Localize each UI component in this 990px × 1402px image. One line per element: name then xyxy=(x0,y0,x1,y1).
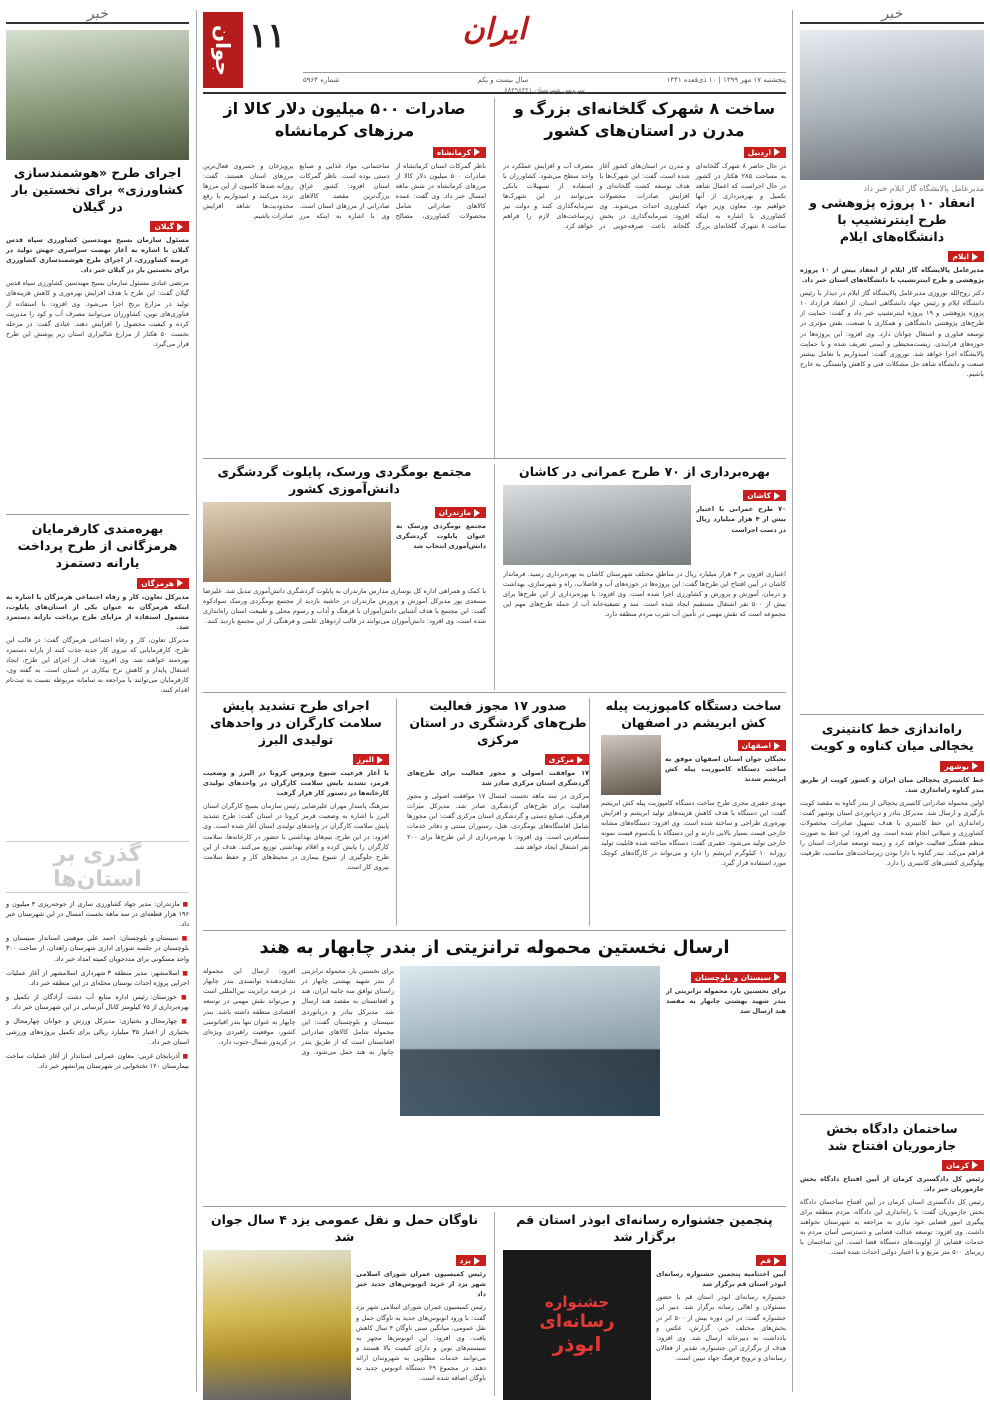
brief-item: ■ آذربایجان غربی: معاون عمرانی استاندار از آغاز عملیات ساخت بیمارستان ۱۲۰ تختخوابی در شهرستان پیرانشهر خبر داد. xyxy=(6,1051,189,1071)
location-badge: اردبیل xyxy=(744,147,786,158)
page-number: ۱۱ xyxy=(249,16,286,56)
headline: اجرای طرح تشدید پایش سلامت کارگران در واحدهای تولیدی البرز xyxy=(210,698,382,747)
article-body: مرکزی در سه ماهه نخست امسال ۱۷ موافقت اصولی و مجوز فعالیت برای طرح‌های گردشگری صادر شد. مدیرکل میراث فرهنگی، صنایع دستی و گردشگری استان مرکزی گفت: این مجوزها شامل اقامتگاه‌های بومگردی، هتل، رستوران سنتی و دفاتر خدمات مسافرتی است. وی افزود: با بهره‌برداری از این طرح‌ها برای ۲۰۰ نفر اشتغال ایجاد خواهد شد. xyxy=(407,792,589,851)
article-body: اولین محموله صادراتی کانتینری یخچالی از بندر گناوه به مقصد کویت بارگیری و ارسال شد. مدیرکل بنادر و دریانوردی استان بوشهر گفت: راه‌اندازی این خط کانتینری با هدف تسهیل صادرات محصولات کشاورزی و شیلاتی انجام شده است. وی افزود: این خط به صورت منظم هفتگی فعالیت خواهد کرد و زمینه توسعه صادرات استان را فراهم می‌کند. بندر گناوه با دارا بودن زیرساخت‌های مناسب، ظرفیت پهلوگیری کشتی‌های کانتینری را دارد. xyxy=(800,798,984,867)
location-icon xyxy=(577,756,583,764)
story-alborz xyxy=(203,698,389,926)
brief-item: ■ سیستان و بلوچستان: احمد علی موهبتی استاندار سیستان و بلوچستان در جلسه شورای اداری شهرستان زاهدان، از ساخت ۳۰۰ واحد مسکونی برای مددجویان کمیته امداد خبر داد. xyxy=(6,933,189,963)
location-badge: ایلام xyxy=(948,251,984,262)
story-kermanshah xyxy=(203,98,486,458)
lead: مدیرعامل پالایشگاه گاز ایلام از انعقاد بیش از ۱۰ پروژه پژوهشی و طرح اینترنشیپ با دانشگاه‌های استان خبر داد. xyxy=(800,266,984,285)
headline: اجرای طرح «هوشمندسازی کشاورزی» برای نخستین بار در گیلان xyxy=(11,165,184,214)
lead: رئیس کل دادگستری کرمان از آیین افتتاح دادگاه بخش جازموریان خبر داد. xyxy=(800,1174,984,1193)
headline: ساخت دستگاه کامپوزیت پیله کش ابریشم در اصفهان xyxy=(605,698,782,730)
poster-line: جشنواره xyxy=(544,1293,610,1312)
story-chabahar xyxy=(203,936,786,1204)
article-body: رئیس کمیسیون عمران شورای اسلامی شهر یزد گفت: با ورود اتوبوس‌های جدید به ناوگان حمل و نقل عمومی، میانگین سنی ناوگان ۴ سال کاهش یافت. وی افزود: این اتوبوس‌ها مجهز به سیستم‌های نوین و دارای کیفیت بالا هستند و می‌توانند خدمات مطلوبی به شهروندان ارائه دهند. در مجموع ۲۹ دستگاه اتوبوس جدید به ناوگان اضافه شده است. xyxy=(356,1303,486,1382)
headline: ارسال نخستین محموله ترانزیتی از بندر چابهار به هند xyxy=(259,937,730,958)
location-icon xyxy=(474,148,480,156)
buses-photo xyxy=(203,1250,351,1400)
date: پنجشنبه ۱۷ مهر ۱۳۹۹ | ۱۰ ذی‌قعده ۱۴۴۱ xyxy=(666,76,786,84)
location-icon xyxy=(972,253,978,261)
column-rule xyxy=(494,1212,495,1396)
location-icon xyxy=(474,509,480,517)
article-body: با کمک و همراهی اداره کل نوسازی مدارس مازندران به پایلوت گردشگری دانش‌آموزی تبدیل شد. علیرضا مسعدی پور مدیرکل آموزش و پرورش مازندران در حاشیه بازدید از مجتمع بومگردی ورسک سوادکوه گفت: این مجتمع با هدف آشنایی دانش‌آموزان با فرهنگ و آداب و رسوم محلی و طبیعت استان راه‌اندازی شده است. وی افزود: دانش‌آموزان می‌توانند در قالب اردوهای علمی و فرهنگی از این مجتمع بازدید کنند. xyxy=(203,586,486,625)
page-name: ایران xyxy=(462,12,527,47)
location-icon xyxy=(474,1257,480,1265)
article-body: جشنواره رسانه‌ای ابوذر استان قم با حضور مسئولان و اهالی رسانه برگزار شد. دبیر این جشنواره گفت: در این دوره بیش از ۵۰۰ اثر در بخش‌های مختلف خبر، گزارش، عکس و یادداشت به دبیرخانه ارسال شد. وی افزود: هدف از برگزاری این جشنواره، تقدیر از فعالان رسانه‌ای و ترویج فرهنگ جهاد تبیین است. xyxy=(656,1293,786,1362)
location-icon xyxy=(774,742,780,750)
headline: انعقاد ۱۰ پروژه پژوهشی و طرح اینترنشیپ با دانشگاه‌های ایلام xyxy=(809,195,975,244)
column-rule xyxy=(494,464,495,690)
location-badge: مازندران xyxy=(435,507,486,518)
article-body: مهدی حقیری مجری طرح ساخت دستگاه کامپوزیت پیله کش ابریشم گفت: این دستگاه با هدف کاهش هزینه‌های تولید ابریشم و افزایش بهره‌وری طراحی و ساخته شده است. وی افزود: دستگاه‌های مشابه خارجی قیمت بسیار بالایی دارند و این دستگاه با یک‌سوم قیمت نمونه خارجی تولید می‌شود. حقیری گفت: دستگاه ساخته شده قابلیت تولید روزانه ۱۰ کیلوگرم ابریشم را دارد و می‌تواند در کارگاه‌های کوچک مورد استفاده قرار گیرد. xyxy=(601,798,786,868)
divider xyxy=(203,1206,786,1207)
article-body: دکتر روح‌الله نوروزی مدیرعامل پالایشگاه گاز ایلام در دیدار با رئیس دانشگاه ایلام و رئیس جهاد دانشگاهی استان، از انعقاد قرارداد ۱۰ پروژه پژوهشی و ۱۹ پروژه اینترنشیپ خبر داد و گفت: حمایت از طرح‌های پژوهشی دانشگاهی و همکاری با صنعت، نقش مؤثری در توسعه فناوری و اشتغال جوانان دارد. وی افزود: این پروژه‌ها در حوزه‌های فرایندی، زیست‌محیطی و ایمنی تعریف شده و با حمایت پالایشگاه اجرا خواهد شد. نوروزی گفت: امیدواریم با تعامل بیشتر صنعت و دانشگاه شاهد حل مشکلات فنی و کاهش وابستگی به خارج باشیم. xyxy=(800,289,984,378)
story-markazi xyxy=(407,698,589,926)
location-icon xyxy=(177,579,183,587)
article-body: مدیرکل تعاون، کار و رفاه اجتماعی هرمزگان گفت: در قالب این طرح، کارفرمایانی که نیروی کار جدید جذب کنند از یارانه دستمزد بهره‌مند خواهند شد. وی افزود: هدف از اجرای این طرح، ایجاد اشتغال پایدار و کاهش نرخ بیکاری در استان است. به گفته وی، کارفرمایان می‌توانند با مراجعه به سامانه مربوطه نسبت به ثبت‌نام اقدام کنند. xyxy=(6,635,189,695)
location-badge: کرمان xyxy=(942,1160,984,1171)
headline: راه‌اندازی خط کانتینری یخچالی میان کناوه و کویت xyxy=(810,721,974,754)
dam-photo xyxy=(503,485,691,565)
location-badge: گیلان xyxy=(150,221,189,232)
location-badge: کاشان xyxy=(743,490,786,501)
kicker: نخبگان جوان استان اصفهان موفق به ساخت دستگاه کامپوزیت پیله کش ابریشم شدند xyxy=(665,755,786,784)
story-greenhouse xyxy=(503,98,786,458)
divider xyxy=(203,692,786,693)
kicker: برای نخستین بار، محموله ترانزیتی از بندر شهید بهشتی چابهار به مقصد هند ارسال شد xyxy=(666,986,786,1015)
kicker: مدیرعامل پالایشگاه گاز ایلام خبر داد xyxy=(863,184,984,193)
section-tag: خبر xyxy=(800,6,984,24)
newspaper-logo: جوان xyxy=(203,12,243,88)
kicker: ۱۷ موافقت اصولی و مجوز فعالیت برای طرح‌های گردشگری استان مرکزی صادر شد xyxy=(407,769,589,788)
location-badge: سیستان و بلوچستان xyxy=(691,972,786,983)
location-badge: بوشهر xyxy=(940,761,984,772)
location-icon xyxy=(774,1257,780,1265)
headline: صدور ۱۷ مجوز فعالیت طرح‌های گردشگری در استان مرکزی xyxy=(409,698,587,747)
column-rule xyxy=(792,10,793,1392)
location-icon xyxy=(377,756,383,764)
article-body: اعتباری افزون بر ۴ هزار میلیارد ریال در مناطق مختلف شهرستان کاشان به بهره‌برداری رسید. فرماندار کاشان در آیین افتتاح این طرح‌ها گفت: این پروژه‌ها در حوزه‌های آب و فاضلاب، راه و شهرسازی، بهداشت و درمان، آموزش و پرورش و کشاورزی اجرا شده است. وی افزود: با بهره‌برداری از این طرح‌ها برای بیش از ۵۰۰ نفر اشتغال مستقیم ایجاد شده است. سد و تصفیه‌خانه آب از جمله طرح‌های مهم این مجموعه است که نقش مهمی در تأمین آب شرب مردم منطقه دارد. xyxy=(503,569,786,619)
farm-photo xyxy=(6,30,189,160)
briefs-list xyxy=(6,899,189,1071)
lead: مدیرکل تعاون، کار و رفاه اجتماعی هرمزگان با اشاره به اینکه هرمزگان به عنوان یکی از استان‌های پایلوت، مشمول استفاده از مزایای طرح پرداخت یارانه دستمزد شد. xyxy=(6,592,189,631)
kicker: آیین اختتامیه پنجمین جشنواره رسانه‌ای ابوذر استان قم برگزار شد xyxy=(656,1270,786,1289)
divider xyxy=(800,1114,984,1115)
section-title: گذری بر استان‌ها xyxy=(6,841,189,893)
location-badge: یزد xyxy=(456,1255,486,1266)
location-badge: اصفهان xyxy=(738,740,786,751)
column-rule xyxy=(589,698,590,926)
poster-line: رسانه‌ای xyxy=(539,1311,615,1333)
ecolodge-photo xyxy=(203,502,391,582)
headline: ساخت ۸ شهرک گلخانه‌ای بزرگ و مدرن در استان‌های کشور xyxy=(513,99,776,140)
headline: ناوگان حمل و نقل عمومی یزد ۴ سال جوان شد xyxy=(210,1212,479,1244)
lead: خط کانتینری یخچالی میان ایران و کشور کویت از طریق بندر گناوه راه‌اندازی شد. xyxy=(800,775,984,794)
divider xyxy=(6,514,189,515)
article-body: مرتضی عبادی مسئول سازمان بسیج مهندسین کشاورزی سپاه قدس گیلان گفت: این طرح با هدف افزایش بهره‌وری و کاهش هزینه‌های تولید در مزارع برنج اجرا می‌شود. وی افزود: با استفاده از فناوری‌های نوین، کشاورزان می‌توانند مصرف آب و کود را مدیریت کرده و کیفیت محصول را افزایش دهند. عبادی گفت: در مرحله نخست ۵۰ هکتار از مزارع شالیزاری استان زیر پوشش این طرح قرار می‌گیرد. xyxy=(6,279,189,348)
left-column xyxy=(0,0,195,1402)
divider xyxy=(203,930,786,931)
article-body: سرهنگ پاسدار مهران علیرضایی رئیس سازمان بسیج کارگران استان البرز با اشاره به وضعیت قرمز کرونا در استان گفت: طرح تشدید پایش سلامت کارگران در واحدهای تولیدی استان آغاز شده است. وی افزود: در این طرح، تیم‌های بهداشتی با حضور در کارخانه‌ها، سلامت کارگران را پایش کرده و اقلام بهداشتی توزیع می‌کنند. هدف از این طرح جلوگیری از شیوع بیماری در محیط‌های کار و حفظ سلامت نیروی کار است. xyxy=(203,802,389,871)
masthead xyxy=(203,6,786,94)
poster-line: ابوذر xyxy=(552,1332,602,1357)
headline: مجتمع بومگردی ورسک، پایلوت گردشگری دانش‌آموزی کشور xyxy=(217,464,472,496)
location-icon xyxy=(972,762,978,770)
divider xyxy=(203,458,786,459)
headline: پنجمین جشنواره رسانه‌ای ابوذر استان قم برگزار شد xyxy=(516,1212,773,1244)
brief-item: ■ مازندران: مدیر جهاد کشاورزی ساری از جوجه‌ریزی ۴ میلیون و ۱۹۶ هزار قطعه‌ای در سه ماهه نخست امسال در این شهرستان خبر داد. xyxy=(6,899,189,929)
lead: مسئول سازمان بسیج مهندسین کشاورزی سپاه قدس گیلان با اشاره به آغاز نهضت سراسری جهش تولید در عرصه کشاورزی، از اجرای طرح هوشمندسازی کشاورزی برای نخستین بار در گیلان خبر داد. xyxy=(6,236,189,275)
headline: صادرات ۵۰۰ میلیون دلار کالا از مرزهای کرمانشاه xyxy=(223,99,466,140)
kicker: با آغاز فرعیت شیوع ویروس کرونا در البرز و وضعیت قرمز، تشدید پایش سلامت کارگران در واحدهای تولیدی کارخانه‌ها در دستور کار قرار گرفت xyxy=(203,769,389,798)
location-icon xyxy=(774,492,780,500)
kicker: مجتمع بومگردی ورسک به عنوان پایلوت گردشگری دانش‌آموزی انتخاب شد xyxy=(396,522,486,551)
story-yazd xyxy=(203,1212,486,1396)
dateline xyxy=(303,72,786,84)
story-kashan xyxy=(503,464,786,690)
brief-item: ■ اسلامشهر: مدیر منطقه ۳ شهرداری اسلامشهر از آغاز عملیات اجرایی پروژه احداث بوستان محله‌ای در این منطقه خبر داد. xyxy=(6,968,189,988)
location-badge: البرز xyxy=(353,754,389,765)
kicker: ۷۰ طرح عمرانی با اعتبار بیش از ۴ هزار میلیارد ریال در دست اجراست xyxy=(696,505,786,534)
year: سال بیست و یکم xyxy=(477,76,529,84)
festival-poster xyxy=(503,1250,651,1400)
story-isfahan xyxy=(601,698,786,926)
column-rule xyxy=(396,698,397,926)
location-icon xyxy=(972,1161,978,1169)
location-icon xyxy=(177,223,183,231)
article-body: برای نخستین بار، محموله ترانزیتی از بندر شهید بهشتی چابهار در راستای توافق سه جانبه ایران، هند و افغانستان به مقصد هند ارسال شد. مدیرکل بنادر و دریانوردی سیستان و بلوچستان گفت: این محموله شامل کالاهای صادراتی افغانستان است که از طریق بندر چابهار به هند حمل می‌شود. وی افزود: ارسال این محموله نشان‌دهنده توانمندی بندر چابهار در عرصه ترانزیت بین‌المللی است و می‌تواند نقش مهمی در توسعه اقتصادی منطقه داشته باشد. بندر چابهار به عنوان تنها بندر اقیانوسی کشور، موقعیت راهبردی ویژه‌ای در کریدور شمال-جنوب دارد. xyxy=(203,967,394,1056)
desk-phone: سرویس شهرستان ۸۸۴۹۸۴۴۱ xyxy=(504,86,585,94)
headline: بهره‌مندی کارفرمایان هرمزگانی از طرح پرداخت یارانه دستمزد xyxy=(17,521,178,571)
ship-photo xyxy=(400,966,660,1116)
story-mazandaran xyxy=(203,464,486,690)
brief-item: ■ چهارمحال و بختیاری: مدیرکل ورزش و جوانان چهارمحال و بختیاری از اعتبار ۳۵ میلیارد ریالی برای تکمیل پروژه‌های ورزشی استان خبر داد. xyxy=(6,1016,189,1046)
main-column xyxy=(197,0,792,1402)
brief-item: ■ خوزستان: رئیس اداره منابع آب دشت آزادگان از تکمیل و بهره‌برداری از ۷۵ کیلومتر کانال آبرسانی در این شهرستان خبر داد. xyxy=(6,992,189,1012)
headline: بهره‌برداری از ۷۰ طرح عمرانی در کاشان xyxy=(519,464,770,479)
inventor-photo xyxy=(601,735,661,795)
location-badge: مرکزی xyxy=(545,754,589,765)
article-body: ناظر گمرکات استان کرمانشاه از صادرات ۵۰۰ میلیون دلار کالا از مرزهای کرمانشاه در شش ماهه امسال خبر داد. وی گفت: عمده کالاهای صادراتی شامل محصولات کشاورزی، مصالح ساختمانی، مواد غذایی و صنایع دستی بوده است. ناظر گمرکات استان افزود: کشور عراق بزرگ‌ترین مقصد کالاهای صادراتی از مرزهای استان است. وی با اشاره به اینکه مرز پرویزخان و خسروی فعال‌ترین مرزهای استان هستند، گفت: روزانه صدها کامیون از این مرزها تردد می‌کنند و امیدواریم با رفع محدودیت‌ها شاهد افزایش صادرات باشیم. xyxy=(203,161,486,220)
story-qom xyxy=(503,1212,786,1396)
divider xyxy=(800,714,984,715)
column-rule xyxy=(494,98,495,458)
article-body: در حال حاضر ۸ شهرک گلخانه‌ای به مساحت ۲۸۵ هکتار در کشور در حال اجراست که اعمال شاهد تکمیل و بهره‌برداری از آنها خواهیم بود. معاون وزیر جهاد کشاورزی با اشاره به اینکه ساخت ۸ شهرک گلخانه‌ای بزرگ و مدرن در استان‌های کشور آغاز شده است، گفت: این شهرک‌ها با هدف توسعه کشت گلخانه‌ای و افزایش صادرات محصولات کشاورزی احداث می‌شوند. وی افزود: سرمایه‌گذاری در بخش گلخانه باعث صرفه‌جویی در مصرف آب و افزایش عملکرد در واحد سطح می‌شود. کشاورزان با استفاده از تسهیلات بانکی می‌توانند در این شهرک‌ها سرمایه‌گذاری کنند و دولت نیز زیرساخت‌های لازم را فراهم خواهد کرد. xyxy=(503,161,786,231)
refinery-photo xyxy=(800,30,984,180)
section-tag: خبر xyxy=(6,6,189,24)
location-badge: هرمزگان xyxy=(137,578,189,589)
location-icon xyxy=(774,148,780,156)
issue-number: شماره ۵۹۶۴ xyxy=(303,76,340,84)
right-column xyxy=(794,0,990,1402)
location-badge: قم xyxy=(756,1255,786,1266)
article-body: رئیس کل دادگستری استان کرمان در آیین افتتاح ساختمان دادگاه بخش جازموریان گفت: با راه‌اندازی این دادگاه، مردم منطقه برای پیگیری امور قضایی خود نیازی به مراجعه به شهرستان نخواهند داشت. وی افزود: توسعه عدالت قضایی و دسترسی آسان مردم به خدمات قضایی از اولویت‌های دستگاه قضا است. این ساختمان با زیربنای ۵۰۰ متر مربع و با اعتبار دولتی احداث شده است. xyxy=(800,1198,984,1257)
headline: ساختمان دادگاه بخش جازموریان افتتاح شد xyxy=(826,1120,958,1153)
kicker: رئیس کمیسیون عمران شورای اسلامی شهر یزد از خرید اتوبوس‌های جدید خبر داد xyxy=(356,1270,486,1299)
location-badge: کرمانشاه xyxy=(433,147,486,158)
location-icon xyxy=(774,973,780,981)
